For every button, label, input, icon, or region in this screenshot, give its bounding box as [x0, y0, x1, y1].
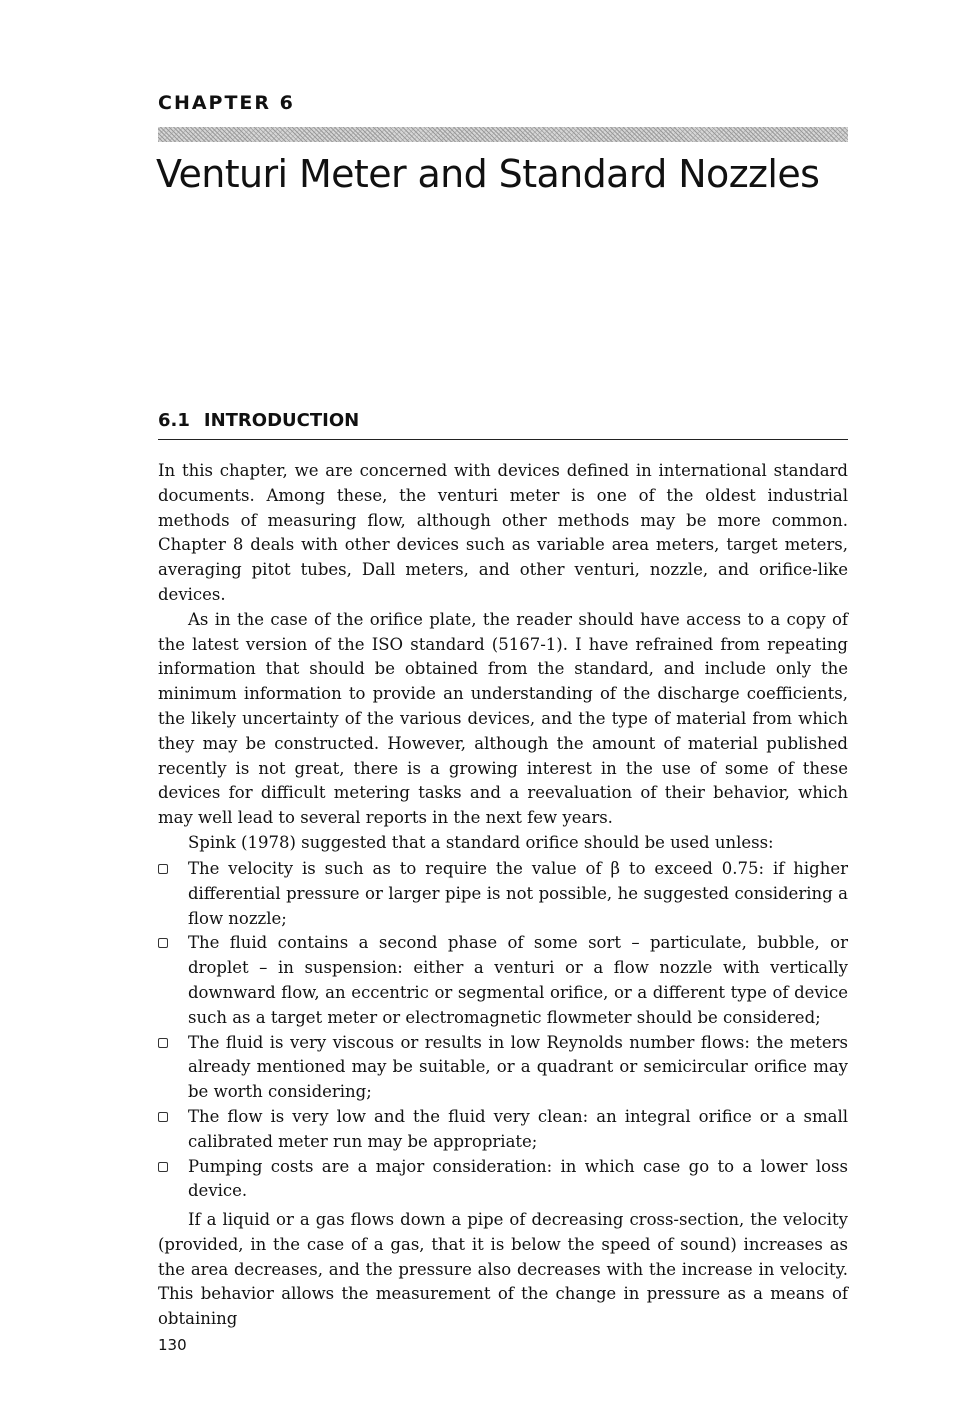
- intro-text: [158, 459, 848, 856]
- list-item: [158, 857, 848, 931]
- chapter-decorative-bar: [158, 127, 848, 142]
- paragraph: As in the case of the orifice plate, the reader should have access to a copy of the latest version of the ISO standard (5167-1). I have refrained from repeating information that should be obtained from the standard, and include only the minimum information to provide an understanding of the discharge coefficients, the likely uncertainty of the various devices, and the type of material from which they may be constructed. However, although the amount of material published recently is not great, there is a growing interest in the use of some of these devices for difficult metering tasks and a reevaluation of their behavior, which may well lead to several reports in the next few years.: [158, 609, 848, 828]
- list-item: [158, 1155, 848, 1205]
- list-item-text: The flow is very low and the fluid very clean: an integral orifice or a small calibrated meter run may be appropriate;: [188, 1106, 848, 1151]
- section-number: 6.1: [158, 410, 190, 431]
- checkbox-bullet-icon: [158, 938, 168, 948]
- section-heading: [158, 410, 359, 431]
- bullet-list: [158, 857, 848, 1204]
- checkbox-bullet-icon: [158, 1162, 168, 1172]
- checkbox-bullet-icon: [158, 864, 168, 874]
- paragraph: Spink (1978) suggested that a standard orifice should be used unless:: [188, 832, 774, 852]
- list-item: [158, 1031, 848, 1105]
- checkbox-bullet-icon: [158, 1112, 168, 1122]
- chapter-title: Venturi Meter and Standard Nozzles: [156, 152, 820, 196]
- list-item-text: Pumping costs are a major consideration: in which case go to a lower loss device.: [188, 1156, 848, 1201]
- paragraph: In this chapter, we are concerned with devices defined in international standard documents. Among these, the venturi meter is one of the oldest industrial methods of measuring flow, although other methods may be more common. Chapter 8 deals with other devices such as variable area meters, target meters, averaging pitot tubes, Dall meters, and other venturi, nozzle, and orifice-like devices.: [158, 461, 848, 604]
- paragraph: If a liquid or a gas flows down a pipe of decreasing cross-section, the velocity (provided, in the case of a gas, that it is below the speed of sound) increases as the area decreases, and the pressure also decreases with the increase in velocity. This behavior allows the measurement of the change in pressure as a means of obtaining: [158, 1210, 848, 1329]
- checkbox-bullet-icon: [158, 1038, 168, 1048]
- section-divider: [158, 439, 848, 440]
- list-item: [158, 1105, 848, 1155]
- list-item-text: The velocity is such as to require the value of β to exceed 0.75: if higher differential pressure or larger pipe is not possible, he suggested considering a flow nozzle;: [188, 859, 848, 928]
- closing-text: [158, 1208, 848, 1332]
- list-item: [158, 931, 848, 1030]
- chapter-label: CHAPTER 6: [158, 92, 295, 114]
- list-item-text: The fluid contains a second phase of some sort – particulate, bubble, or droplet – in suspension: either a venturi or a flow nozzle with vertically downward flow, an eccentric or segmental orifice, or a different type of device such as a target meter or electromagnetic flowmeter should be considered;: [188, 933, 848, 1027]
- list-item-text: The fluid is very viscous or results in low Reynolds number flows: the meters already mentioned may be suitable, or a quadrant or semicircular orifice may be worth considering;: [188, 1032, 848, 1102]
- section-title: INTRODUCTION: [203, 410, 360, 431]
- page-number: 130: [158, 1336, 187, 1354]
